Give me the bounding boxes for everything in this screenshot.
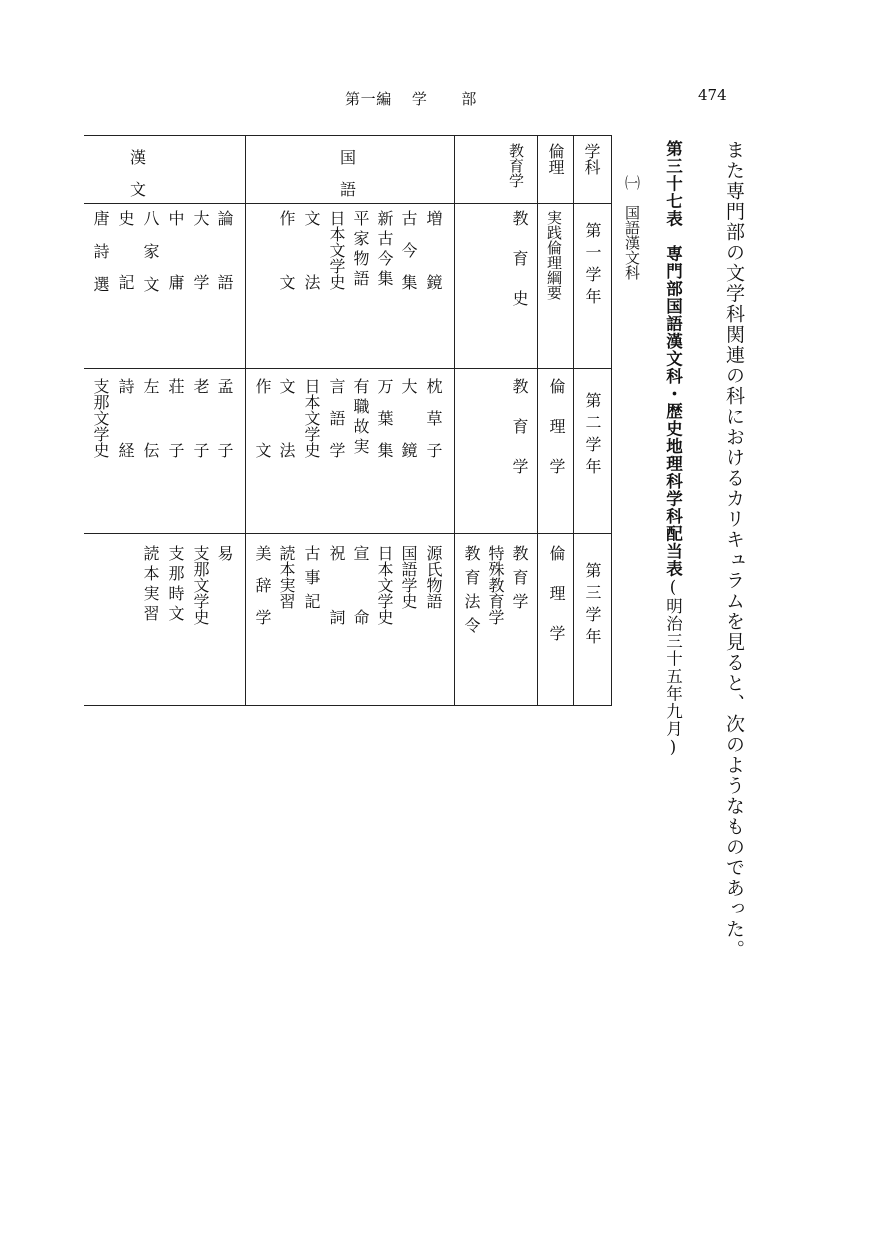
year3-kyoiku-1: 教育学 <box>510 545 529 617</box>
header-kyoikugaku: 教育学 <box>507 143 525 188</box>
col-rule-kokugo <box>245 135 246 705</box>
year3-kyoiku-3: 教育法令 <box>462 545 481 641</box>
table-label: 第三十七表 <box>663 140 683 228</box>
table-date: (明治三十五年九月) <box>663 577 683 758</box>
year3-rinri: 倫 理 学 <box>547 545 566 645</box>
year1-kokugo-4: 平家物語 <box>351 210 370 290</box>
year2-kokugo-2: 大 鏡 <box>399 378 418 458</box>
year3-kokugo-4: 宣 命 <box>351 545 370 625</box>
year2-kanbun-4: 左 伝 <box>141 378 160 458</box>
year2-kokugo-6: 日本文学史 <box>302 378 321 458</box>
year1-kokugo-2: 古 今 集 <box>399 210 418 290</box>
year2-kyoikugaku: 教 育 学 <box>510 378 529 478</box>
year2-kanbun-2: 老 子 <box>191 378 210 458</box>
year2-kokugo-1: 枕 草 子 <box>424 378 443 458</box>
year-label-1: 第一学年 <box>583 222 602 310</box>
year-label-2: 第二学年 <box>583 392 602 480</box>
header-gakka: 学科 <box>582 143 601 175</box>
header-kokugo-a: 国 <box>340 148 357 167</box>
year3-kokugo-3: 日本文学史 <box>375 545 394 625</box>
section-label: ㈠ 国語漢文科 <box>623 175 641 280</box>
year-label-3: 第三学年 <box>583 562 602 650</box>
year1-rinri: 実践倫理綱要 <box>545 210 563 300</box>
year2-kokugo-3: 万 葉 集 <box>375 378 394 458</box>
year3-kanbun-4: 読本実習 <box>141 545 160 625</box>
table-right-rule <box>611 135 612 705</box>
year3-kokugo-6: 古事記 <box>302 545 321 617</box>
year3-kokugo-5: 祝 詞 <box>327 545 346 625</box>
year3-kokugo-2: 国語学史 <box>399 545 418 609</box>
year1-kokugo-7: 作 文 <box>277 210 296 290</box>
year1-kokugo-1: 増 鏡 <box>424 210 443 290</box>
table-header-rule <box>84 203 612 204</box>
table-row-rule-2 <box>84 533 612 534</box>
year3-kokugo-7: 読本実習 <box>277 545 296 609</box>
year1-kanbun-3: 中 庸 <box>166 210 185 290</box>
year3-kanbun-2: 支那文学史 <box>191 545 210 625</box>
year3-kokugo-1: 源氏物語 <box>424 545 443 609</box>
year2-rinri: 倫 理 学 <box>547 378 566 478</box>
col-rule-rinri <box>537 135 538 705</box>
table-row-rule-1 <box>84 368 612 369</box>
year1-kanbun-2: 大 学 <box>191 210 210 290</box>
body-text: また専門部の文学科関連の科におけるカリキュラムを見ると、次のようなものであった。 <box>723 140 745 960</box>
year3-kyoiku-2: 特殊教育学 <box>486 545 505 625</box>
year1-kyoikugaku: 教 育 史 <box>510 210 529 310</box>
year1-kokugo-6: 文 法 <box>302 210 321 290</box>
page-number: 474 <box>698 86 727 104</box>
table-bottom-rule <box>84 705 612 706</box>
year1-kokugo-5: 日本文学史 <box>327 210 346 290</box>
header-chapter-b: 部 <box>461 90 478 108</box>
header-kokugo-b: 語 <box>340 180 357 199</box>
header-kanbun-b: 文 <box>130 180 147 199</box>
year2-kanbun-5: 詩 経 <box>116 378 135 458</box>
table-top-rule <box>84 135 612 136</box>
header-kanbun-a: 漢 <box>130 148 147 167</box>
year3-kanbun-3: 支那時文 <box>166 545 185 625</box>
year2-kokugo-8: 作 文 <box>253 378 272 458</box>
year2-kanbun-6: 支那文学史 <box>91 378 110 458</box>
year2-kanbun-3: 荘 子 <box>166 378 185 458</box>
header-rinri: 倫理 <box>546 143 565 175</box>
col-rule-kyoiku <box>454 135 455 705</box>
year1-kanbun-4: 八家文 <box>141 210 160 309</box>
table-heading <box>664 140 681 758</box>
year2-kanbun-1: 孟 子 <box>215 378 234 458</box>
year1-kanbun-5: 史 記 <box>116 210 135 290</box>
table-name: 専門部国語漢文科・歴史地理科学科配当表 <box>663 245 683 578</box>
running-header <box>345 88 477 109</box>
year1-kanbun-6: 唐詩選 <box>91 210 110 309</box>
year1-kokugo-3: 新古今集 <box>375 210 394 290</box>
year2-kokugo-7: 文 法 <box>277 378 296 458</box>
year1-kanbun-1: 論 語 <box>215 210 234 290</box>
year3-kokugo-8: 美 辞 学 <box>253 545 272 625</box>
col-rule-gakka <box>573 135 574 705</box>
header-part: 第一編 <box>345 90 392 108</box>
year3-kanbun-1: 易 <box>215 545 234 561</box>
year2-kokugo-4: 有職故実 <box>351 378 370 458</box>
header-chapter-a: 学 <box>411 90 428 108</box>
year2-kokugo-5: 言 語 学 <box>327 378 346 458</box>
